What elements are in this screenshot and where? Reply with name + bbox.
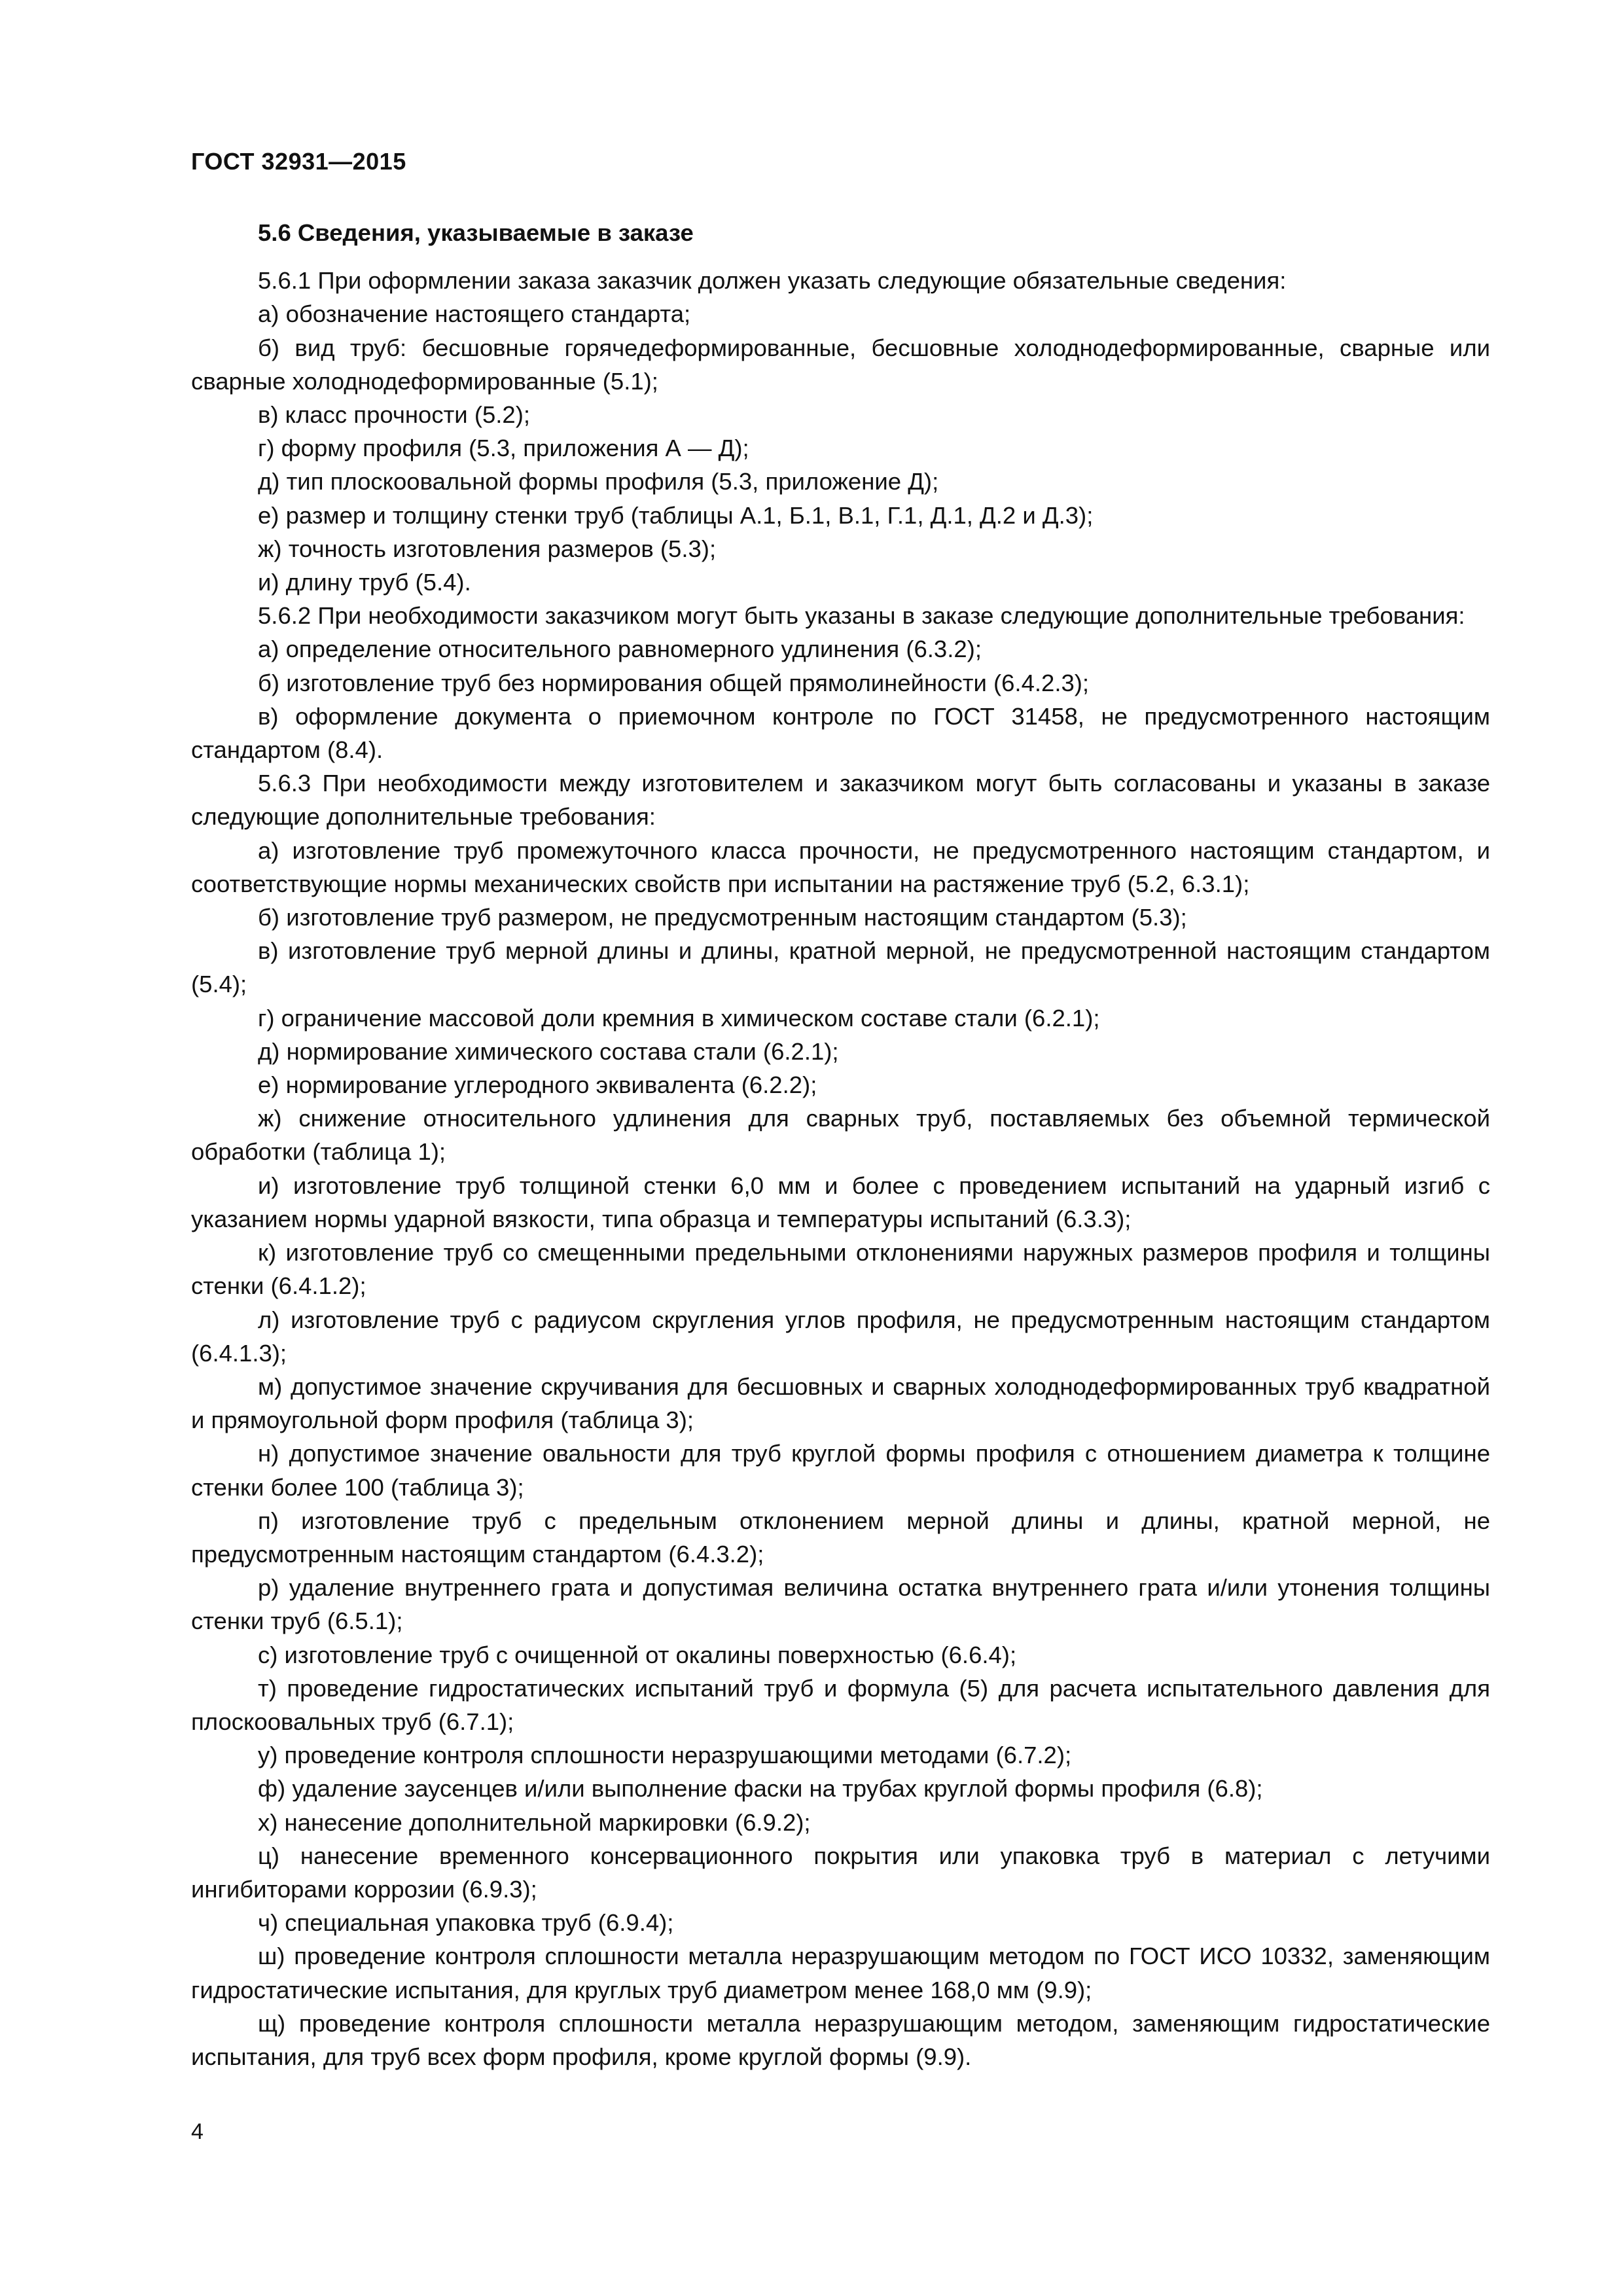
list-item-a: а) обозначение настоящего стандарта;: [258, 300, 691, 328]
list-item-g: г) форму профиля (5.3, приложения А — Д);: [258, 435, 749, 462]
list-item-ch: ч) специальная упаковка труб (6.9.4);: [258, 1909, 674, 1937]
list-item-l: л) изготовление труб с радиусом скругления углов профиля, не предусмотренным настоящим стандартом (6.4.1.3);: [191, 1306, 1490, 1367]
list-item-u: у) проведение контроля сплошности неразрушающими методами (6.7.2);: [258, 1742, 1072, 1769]
paragraph-5-6-2: 5.6.2 При необходимости заказчиком могут быть указаны в заказе следующие дополнительные требования:: [258, 602, 1465, 630]
list-item-b: б) изготовление труб без нормирования общей прямолинейности (6.4.2.3);: [258, 669, 1090, 696]
list-item-v: в) изготовление труб мерной длины и длины, кратной мерной, не предусмотренной настоящим стандартом (5.4);: [191, 937, 1490, 998]
list-item-a: а) определение относительного равномерного удлинения (6.3.2);: [258, 636, 982, 663]
list-item-b: б) вид труб: бесшовные горячедеформированные, бесшовные холоднодеформированные, сварные или сварные холоднодеформированные (5.1);: [191, 334, 1490, 395]
list-item-n: н) допустимое значение овальности для труб круглой формы профиля с отношением диаметра к толщине стенки более 100 (таблица 3);: [191, 1440, 1490, 1501]
list-item-d: д) тип плоскоовальной формы профиля (5.3, приложение Д);: [258, 468, 939, 495]
section-heading: 5.6 Сведения, указываемые в заказе: [258, 219, 694, 246]
list-item-e: е) нормирование углеродного эквивалента (6.2.2);: [258, 1071, 817, 1099]
list-item-i: и) изготовление труб толщиной стенки 6,0 мм и более с проведением испытаний на ударный изгиб с указанием нормы ударной вязкости, типа образца и температуры испытаний (6.3.3);: [191, 1172, 1490, 1232]
list-item-zh: ж) точность изготовления размеров (5.3);: [258, 535, 717, 562]
list-item-m: м) допустимое значение скручивания для бесшовных и сварных холоднодеформированных труб квадратной и прямоугольной форм профиля (таблица 3);: [191, 1372, 1490, 1434]
paragraph-5-6-1: 5.6.1 При оформлении заказа заказчик должен указать следующие обязательные сведения:: [258, 267, 1287, 295]
list-item-b: б) изготовление труб размером, не предусмотренным настоящим стандартом (5.3);: [258, 904, 1187, 931]
document-header-code: ГОСТ 32931—2015: [191, 148, 406, 175]
list-item-t: т) проведение гидростатических испытаний труб и формула (5) для расчета испытательного давления для плоскоовальных труб (6.7.1);: [191, 1674, 1490, 1735]
list-item-sh: ш) проведение контроля сплошности металла неразрушающим методом по ГОСТ ИСО 10332, заменяющим гидростатические испытания, для круглых труб диаметром менее 168,0 мм (9.9);: [191, 1943, 1490, 2003]
list-item-v: в) оформление документа о приемочном контроле по ГОСТ 31458, не предусмотренного настоящим стандартом (8.4).: [191, 702, 1490, 764]
list-item-r: р) удаление внутреннего грата и допустимая величина остатка внутреннего грата и/или утонения толщины стенки труб (6.5.1);: [191, 1574, 1490, 1635]
list-item-shch: щ) проведение контроля сплошности металла неразрушающим методом, заменяющим гидростатические испытания, для труб всех форм профиля, кроме круглой формы (9.9).: [191, 2009, 1490, 2070]
list-item-kh: х) нанесение дополнительной маркировки (6.9.2);: [258, 1808, 811, 1836]
list-item-d: д) нормирование химического состава стали (6.2.1);: [258, 1037, 839, 1065]
list-item-p: п) изготовление труб с предельным отклонением мерной длины и длины, кратной мерной, не предусмотренным настоящим стандартом (6.4.3.2);: [191, 1507, 1490, 1568]
list-item-e: е) размер и толщину стенки труб (таблицы А.1, Б.1, В.1, Г.1, Д.1, Д.2 и Д.3);: [258, 501, 1094, 529]
list-item-k: к) изготовление труб со смещенными предельными отклонениями наружных размеров профиля и толщины стенки (6.4.1.2);: [191, 1239, 1490, 1300]
list-item-s: с) изготовление труб с очищенной от окалины поверхностью (6.6.4);: [258, 1641, 1017, 1668]
page-number: 4: [191, 2119, 204, 2144]
list-item-ts: ц) нанесение временного консервационного покрытия или упаковка труб в материал с летучими ингибиторами коррозии (6.9.3);: [191, 1842, 1490, 1903]
list-item-a: а) изготовление труб промежуточного класса прочности, не предусмотренного настоящим стандартом, и соответствующие нормы механических свойств при испытании на растяжение труб (5.2, 6.3.1);: [191, 836, 1490, 897]
list-item-zh: ж) снижение относительного удлинения для сварных труб, поставляемых без объемной термической обработки (таблица 1);: [191, 1105, 1490, 1166]
document-body: [191, 216, 1490, 2073]
list-item-f: ф) удаление заусенцев и/или выполнение фаски на трубах круглой формы профиля (6.8);: [258, 1775, 1263, 1803]
list-item-g: г) ограничение массовой доли кремния в химическом составе стали (6.2.1);: [258, 1004, 1100, 1031]
list-item-i: и) длину труб (5.4).: [258, 569, 471, 596]
list-item-v: в) класс прочности (5.2);: [258, 401, 531, 429]
paragraph-5-6-3: 5.6.3 При необходимости между изготовителем и заказчиком могут быть согласованы и указаны в заказе следующие дополнительные требования:: [191, 770, 1490, 831]
